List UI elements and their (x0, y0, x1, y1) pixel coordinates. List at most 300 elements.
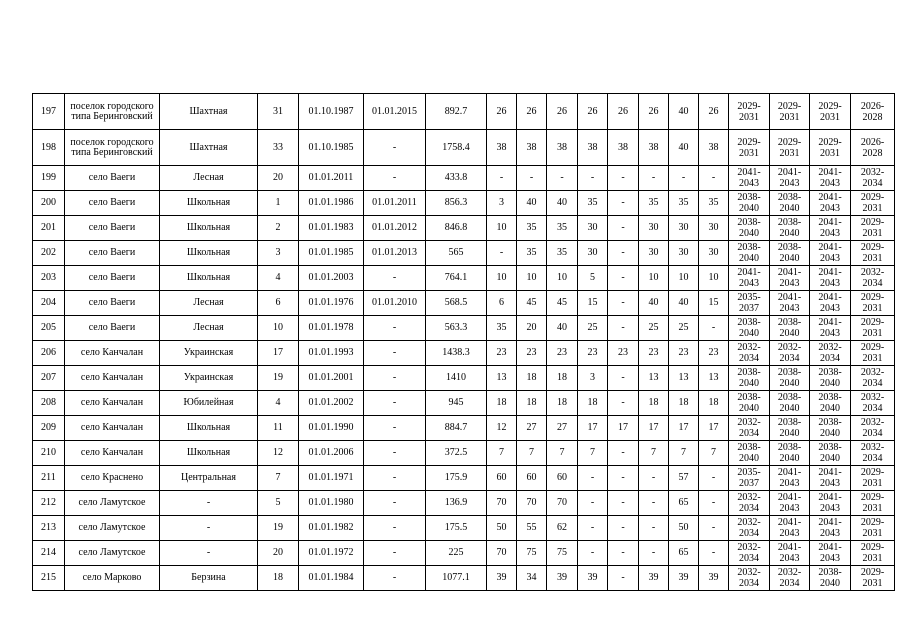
wear-percent-cell: 18 (547, 366, 578, 391)
settlement-cell: село Канчалан (65, 416, 160, 441)
repair-period-cell: 2029-2031 (851, 516, 895, 541)
wear-percent-cell: 60 (487, 466, 517, 491)
area-cell: 175.5 (426, 516, 487, 541)
settlement-cell: село Ваеги (65, 191, 160, 216)
wear-percent-cell: 38 (639, 130, 669, 166)
repair-period-cell: 2041-2043 (810, 166, 851, 191)
repair-period-cell: 2032-2034 (851, 441, 895, 466)
area-cell: 945 (426, 391, 487, 416)
house-number-cell: 3 (258, 241, 299, 266)
wear-percent-cell: 39 (669, 566, 699, 591)
area-cell: 764.1 (426, 266, 487, 291)
wear-percent-cell: 30 (699, 216, 729, 241)
wear-percent-cell: 60 (547, 466, 578, 491)
wear-percent-cell: - (608, 216, 639, 241)
wear-percent-cell: 38 (517, 130, 547, 166)
repair-period-cell: 2041-2043 (810, 216, 851, 241)
repair-period-cell: 2029-2031 (851, 341, 895, 366)
settlement-cell: село Ваеги (65, 166, 160, 191)
wear-percent-cell: 10 (699, 266, 729, 291)
repair-period-cell: 2041-2043 (770, 166, 810, 191)
table-row (33, 391, 895, 416)
house-number-cell: 17 (258, 341, 299, 366)
wear-percent-cell: 35 (517, 216, 547, 241)
wear-percent-cell: 50 (669, 516, 699, 541)
area-cell: 225 (426, 541, 487, 566)
table-row (33, 366, 895, 391)
street-cell: Юбилейная (160, 391, 258, 416)
street-cell: Школьная (160, 441, 258, 466)
wear-percent-cell: 18 (578, 391, 608, 416)
end-date-cell: 01.01.2010 (364, 291, 426, 316)
end-date-cell: - (364, 491, 426, 516)
start-date-cell: 01.01.2006 (299, 441, 364, 466)
settlement-cell: село Канчалан (65, 341, 160, 366)
wear-percent-cell: 26 (487, 94, 517, 130)
wear-percent-cell: - (699, 516, 729, 541)
wear-percent-cell: 26 (517, 94, 547, 130)
wear-percent-cell: 39 (578, 566, 608, 591)
repair-period-cell: 2038-2040 (770, 241, 810, 266)
wear-percent-cell: 18 (669, 391, 699, 416)
end-date-cell: - (364, 316, 426, 341)
wear-percent-cell: 50 (487, 516, 517, 541)
wear-percent-cell: 40 (639, 291, 669, 316)
street-cell: Школьная (160, 241, 258, 266)
repair-period-cell: 2041-2043 (810, 316, 851, 341)
repair-period-cell: 2029-2031 (851, 541, 895, 566)
end-date-cell: - (364, 441, 426, 466)
area-cell: 568.5 (426, 291, 487, 316)
repair-period-cell: 2029-2031 (851, 241, 895, 266)
wear-percent-cell: 17 (608, 416, 639, 441)
settlement-cell: село Канчалан (65, 391, 160, 416)
street-cell: Школьная (160, 216, 258, 241)
settlement-cell: село Ламутское (65, 491, 160, 516)
wear-percent-cell: - (608, 366, 639, 391)
repair-period-cell: 2032-2034 (851, 166, 895, 191)
wear-percent-cell: 40 (547, 316, 578, 341)
row-number-cell: 205 (33, 316, 65, 341)
wear-percent-cell: 39 (699, 566, 729, 591)
repair-period-cell: 2038-2040 (810, 366, 851, 391)
wear-percent-cell: 23 (669, 341, 699, 366)
settlement-cell: село Ламутское (65, 541, 160, 566)
wear-percent-cell: 23 (699, 341, 729, 366)
wear-percent-cell: 26 (639, 94, 669, 130)
wear-percent-cell: 3 (487, 191, 517, 216)
house-number-cell: 12 (258, 441, 299, 466)
table-row (33, 191, 895, 216)
wear-percent-cell: 27 (517, 416, 547, 441)
row-number-cell: 210 (33, 441, 65, 466)
repair-period-cell: 2038-2040 (729, 441, 770, 466)
wear-percent-cell: 7 (547, 441, 578, 466)
repair-period-cell: 2032-2034 (729, 566, 770, 591)
wear-percent-cell: 65 (669, 491, 699, 516)
house-number-cell: 4 (258, 391, 299, 416)
wear-percent-cell: 7 (578, 441, 608, 466)
house-number-cell: 20 (258, 541, 299, 566)
repair-period-cell: 2029-2031 (770, 94, 810, 130)
table-row (33, 316, 895, 341)
repair-period-cell: 2032-2034 (770, 566, 810, 591)
wear-percent-cell: 10 (487, 216, 517, 241)
start-date-cell: 01.01.2002 (299, 391, 364, 416)
area-cell: 884.7 (426, 416, 487, 441)
wear-percent-cell: - (639, 466, 669, 491)
wear-percent-cell: 7 (699, 441, 729, 466)
wear-percent-cell: - (578, 466, 608, 491)
street-cell: Лесная (160, 166, 258, 191)
settlement-cell: поселок городского типа Беринговский (65, 94, 160, 130)
area-cell: 1077.1 (426, 566, 487, 591)
repair-period-cell: 2038-2040 (770, 391, 810, 416)
row-number-cell: 215 (33, 566, 65, 591)
wear-percent-cell: - (608, 266, 639, 291)
wear-percent-cell: 17 (578, 416, 608, 441)
wear-percent-cell: - (487, 166, 517, 191)
house-number-cell: 5 (258, 491, 299, 516)
table-row (33, 341, 895, 366)
row-number-cell: 197 (33, 94, 65, 130)
table-row (33, 516, 895, 541)
wear-percent-cell: - (578, 166, 608, 191)
repair-period-cell: 2029-2031 (851, 566, 895, 591)
row-number-cell: 198 (33, 130, 65, 166)
repair-period-cell: 2038-2040 (770, 191, 810, 216)
street-cell: Лесная (160, 316, 258, 341)
house-number-cell: 19 (258, 366, 299, 391)
end-date-cell: 01.01.2015 (364, 94, 426, 130)
start-date-cell: 01.01.2003 (299, 266, 364, 291)
repair-period-cell: 2041-2043 (729, 166, 770, 191)
repair-period-cell: 2029-2031 (851, 291, 895, 316)
area-cell: 1410 (426, 366, 487, 391)
wear-percent-cell: 70 (487, 491, 517, 516)
start-date-cell: 01.01.1984 (299, 566, 364, 591)
wear-percent-cell: 39 (487, 566, 517, 591)
settlement-cell: село Марково (65, 566, 160, 591)
settlement-cell: село Канчалан (65, 441, 160, 466)
repair-period-cell: 2029-2031 (810, 130, 851, 166)
house-number-cell: 10 (258, 316, 299, 341)
wear-percent-cell: 18 (699, 391, 729, 416)
table-row (33, 94, 895, 130)
wear-percent-cell: 23 (547, 341, 578, 366)
wear-percent-cell: - (608, 541, 639, 566)
area-cell: 892.7 (426, 94, 487, 130)
wear-percent-cell: - (608, 241, 639, 266)
house-number-cell: 11 (258, 416, 299, 441)
house-number-cell: 1 (258, 191, 299, 216)
wear-percent-cell: 38 (487, 130, 517, 166)
repair-period-cell: 2032-2034 (851, 416, 895, 441)
end-date-cell: - (364, 566, 426, 591)
wear-percent-cell: 35 (699, 191, 729, 216)
end-date-cell: 01.01.2013 (364, 241, 426, 266)
wear-percent-cell: 7 (517, 441, 547, 466)
table-row (33, 130, 895, 166)
table-row (33, 266, 895, 291)
wear-percent-cell: 35 (669, 191, 699, 216)
wear-percent-cell: - (487, 241, 517, 266)
wear-percent-cell: 15 (578, 291, 608, 316)
repair-period-cell: 2038-2040 (810, 441, 851, 466)
wear-percent-cell: 7 (639, 441, 669, 466)
wear-percent-cell: 6 (487, 291, 517, 316)
repair-period-cell: 2029-2031 (810, 94, 851, 130)
wear-percent-cell: 18 (639, 391, 669, 416)
end-date-cell: - (364, 466, 426, 491)
repair-period-cell: 2041-2043 (810, 291, 851, 316)
start-date-cell: 01.10.1987 (299, 94, 364, 130)
end-date-cell: - (364, 341, 426, 366)
repair-period-cell: 2038-2040 (770, 441, 810, 466)
repair-period-cell: 2038-2040 (770, 216, 810, 241)
wear-percent-cell: 40 (669, 94, 699, 130)
repair-period-cell: 2032-2034 (729, 341, 770, 366)
repair-period-cell: 2032-2034 (851, 366, 895, 391)
repair-period-cell: 2038-2040 (729, 191, 770, 216)
street-cell: Школьная (160, 266, 258, 291)
wear-percent-cell: - (639, 541, 669, 566)
wear-percent-cell: 17 (699, 416, 729, 441)
wear-percent-cell: - (639, 516, 669, 541)
table-row (33, 441, 895, 466)
repair-period-cell: 2041-2043 (770, 491, 810, 516)
repair-period-cell: 2026-2028 (851, 130, 895, 166)
wear-percent-cell: 26 (547, 94, 578, 130)
wear-percent-cell: 35 (547, 241, 578, 266)
house-number-cell: 18 (258, 566, 299, 591)
repair-period-cell: 2035-2037 (729, 466, 770, 491)
wear-percent-cell: - (578, 516, 608, 541)
wear-percent-cell: 27 (547, 416, 578, 441)
row-number-cell: 203 (33, 266, 65, 291)
wear-percent-cell: - (699, 541, 729, 566)
wear-percent-cell: 40 (669, 291, 699, 316)
start-date-cell: 01.01.1983 (299, 216, 364, 241)
row-number-cell: 207 (33, 366, 65, 391)
table-row (33, 241, 895, 266)
repair-period-cell: 2026-2028 (851, 94, 895, 130)
repair-period-cell: 2041-2043 (810, 516, 851, 541)
repair-period-cell: 2041-2043 (770, 291, 810, 316)
repair-period-cell: 2032-2034 (810, 341, 851, 366)
repair-period-cell: 2029-2031 (851, 466, 895, 491)
wear-percent-cell: 10 (487, 266, 517, 291)
wear-percent-cell: 15 (699, 291, 729, 316)
street-cell: Шахтная (160, 130, 258, 166)
wear-percent-cell: 26 (608, 94, 639, 130)
repair-period-cell: 2038-2040 (729, 216, 770, 241)
row-number-cell: 211 (33, 466, 65, 491)
repair-period-cell: 2041-2043 (810, 491, 851, 516)
wear-percent-cell: - (578, 541, 608, 566)
table-row (33, 166, 895, 191)
table-row (33, 416, 895, 441)
table-body (33, 94, 895, 591)
wear-percent-cell: 23 (639, 341, 669, 366)
wear-percent-cell: 70 (547, 491, 578, 516)
house-number-cell: 19 (258, 516, 299, 541)
end-date-cell: - (364, 266, 426, 291)
area-cell: 136.9 (426, 491, 487, 516)
wear-percent-cell: 10 (639, 266, 669, 291)
start-date-cell: 01.01.2011 (299, 166, 364, 191)
wear-percent-cell: - (608, 516, 639, 541)
end-date-cell: - (364, 541, 426, 566)
wear-percent-cell: 39 (547, 566, 578, 591)
wear-percent-cell: 57 (669, 466, 699, 491)
repair-period-cell: 2041-2043 (810, 191, 851, 216)
row-number-cell: 212 (33, 491, 65, 516)
settlement-cell: село Ламутское (65, 516, 160, 541)
street-cell: Берзина (160, 566, 258, 591)
repair-period-cell: 2032-2034 (729, 416, 770, 441)
start-date-cell: 01.01.1982 (299, 516, 364, 541)
repair-period-cell: 2041-2043 (770, 516, 810, 541)
house-number-cell: 7 (258, 466, 299, 491)
wear-percent-cell: 20 (517, 316, 547, 341)
street-cell: Лесная (160, 291, 258, 316)
repair-period-cell: 2041-2043 (810, 541, 851, 566)
wear-percent-cell: 25 (639, 316, 669, 341)
wear-percent-cell: 10 (517, 266, 547, 291)
row-number-cell: 199 (33, 166, 65, 191)
wear-percent-cell: 40 (669, 130, 699, 166)
end-date-cell: - (364, 391, 426, 416)
wear-percent-cell: 18 (547, 391, 578, 416)
repair-period-cell: 2038-2040 (729, 316, 770, 341)
start-date-cell: 01.01.1993 (299, 341, 364, 366)
repair-period-cell: 2032-2034 (851, 391, 895, 416)
repair-period-cell: 2029-2031 (729, 130, 770, 166)
settlement-cell: село Ваеги (65, 216, 160, 241)
street-cell: Центральная (160, 466, 258, 491)
area-cell: 563.3 (426, 316, 487, 341)
wear-percent-cell: 75 (517, 541, 547, 566)
house-number-cell: 2 (258, 216, 299, 241)
wear-percent-cell: 45 (517, 291, 547, 316)
wear-percent-cell: 38 (578, 130, 608, 166)
wear-percent-cell: - (608, 491, 639, 516)
wear-percent-cell: 75 (547, 541, 578, 566)
street-cell: - (160, 541, 258, 566)
repair-period-cell: 2041-2043 (770, 266, 810, 291)
repair-period-cell: 2038-2040 (810, 566, 851, 591)
repair-period-cell: 2041-2043 (810, 241, 851, 266)
wear-percent-cell: 13 (487, 366, 517, 391)
row-number-cell: 202 (33, 241, 65, 266)
area-cell: 856.3 (426, 191, 487, 216)
street-cell: - (160, 516, 258, 541)
wear-percent-cell: 55 (517, 516, 547, 541)
area-cell: 372.5 (426, 441, 487, 466)
wear-percent-cell: 13 (699, 366, 729, 391)
settlement-cell: поселок городского типа Беринговский (65, 130, 160, 166)
wear-percent-cell: 30 (699, 241, 729, 266)
area-cell: 175.9 (426, 466, 487, 491)
wear-percent-cell: - (608, 391, 639, 416)
end-date-cell: - (364, 416, 426, 441)
wear-percent-cell: - (699, 166, 729, 191)
wear-percent-cell: 40 (517, 191, 547, 216)
table-row (33, 566, 895, 591)
repair-period-cell: 2029-2031 (851, 216, 895, 241)
wear-percent-cell: 30 (578, 241, 608, 266)
wear-percent-cell: 18 (517, 391, 547, 416)
wear-percent-cell: 35 (517, 241, 547, 266)
wear-percent-cell: 70 (517, 491, 547, 516)
area-cell: 1758.4 (426, 130, 487, 166)
wear-percent-cell: - (608, 191, 639, 216)
repair-period-cell: 2029-2031 (770, 130, 810, 166)
repair-period-cell: 2038-2040 (770, 366, 810, 391)
wear-percent-cell: 38 (547, 130, 578, 166)
wear-percent-cell: - (639, 491, 669, 516)
wear-percent-cell: 18 (487, 391, 517, 416)
repair-period-cell: 2038-2040 (810, 416, 851, 441)
street-cell: Украинская (160, 341, 258, 366)
housing-register-table (32, 93, 895, 591)
wear-percent-cell: 13 (639, 366, 669, 391)
street-cell: Украинская (160, 366, 258, 391)
end-date-cell: 01.01.2012 (364, 216, 426, 241)
wear-percent-cell: 26 (578, 94, 608, 130)
wear-percent-cell: 7 (487, 441, 517, 466)
wear-percent-cell: 30 (639, 216, 669, 241)
start-date-cell: 01.01.2001 (299, 366, 364, 391)
wear-percent-cell: 7 (669, 441, 699, 466)
wear-percent-cell: 23 (578, 341, 608, 366)
row-number-cell: 204 (33, 291, 65, 316)
repair-period-cell: 2038-2040 (810, 391, 851, 416)
table-row (33, 466, 895, 491)
wear-percent-cell: - (608, 316, 639, 341)
wear-percent-cell: - (699, 466, 729, 491)
wear-percent-cell: 17 (639, 416, 669, 441)
row-number-cell: 208 (33, 391, 65, 416)
street-cell: Шахтная (160, 94, 258, 130)
wear-percent-cell: 45 (547, 291, 578, 316)
wear-percent-cell: 23 (517, 341, 547, 366)
repair-period-cell: 2038-2040 (729, 241, 770, 266)
wear-percent-cell: 38 (699, 130, 729, 166)
house-number-cell: 20 (258, 166, 299, 191)
repair-period-cell: 2032-2034 (770, 341, 810, 366)
start-date-cell: 01.01.1985 (299, 241, 364, 266)
wear-percent-cell: 3 (578, 366, 608, 391)
start-date-cell: 01.01.1971 (299, 466, 364, 491)
wear-percent-cell: - (608, 466, 639, 491)
row-number-cell: 214 (33, 541, 65, 566)
repair-period-cell: 2029-2031 (729, 94, 770, 130)
wear-percent-cell: 12 (487, 416, 517, 441)
wear-percent-cell: 38 (608, 130, 639, 166)
start-date-cell: 01.01.1986 (299, 191, 364, 216)
wear-percent-cell: 25 (578, 316, 608, 341)
repair-period-cell: 2032-2034 (729, 491, 770, 516)
wear-percent-cell: - (578, 491, 608, 516)
repair-period-cell: 2032-2034 (851, 266, 895, 291)
wear-percent-cell: 30 (669, 241, 699, 266)
repair-period-cell: 2041-2043 (810, 466, 851, 491)
repair-period-cell: 2029-2031 (851, 191, 895, 216)
end-date-cell: - (364, 130, 426, 166)
wear-percent-cell: 35 (578, 191, 608, 216)
